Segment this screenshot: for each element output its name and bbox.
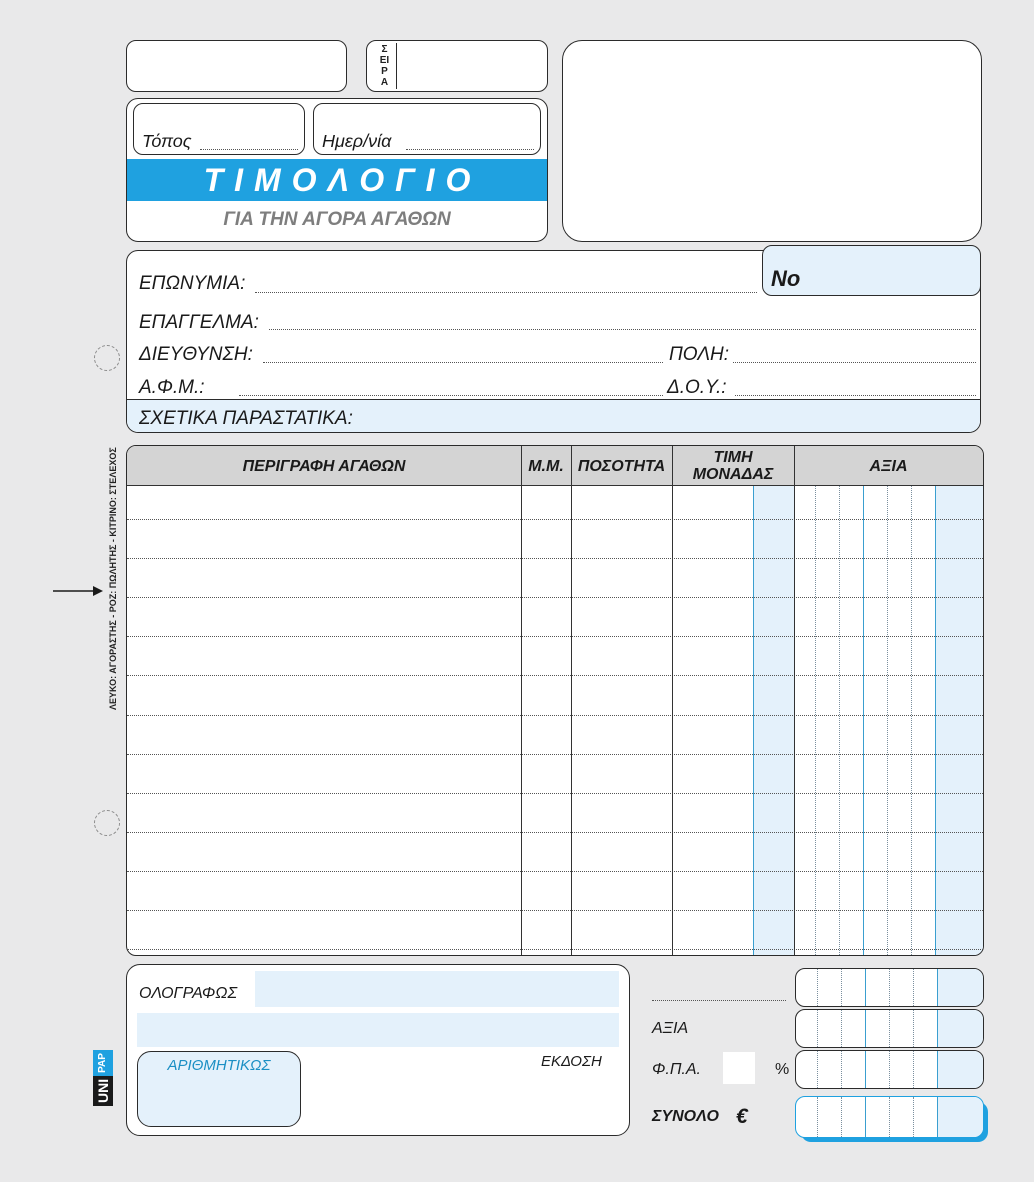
decimal-shade: [937, 1097, 983, 1137]
topos-dots: [200, 149, 298, 150]
totals-extra-line[interactable]: [652, 1000, 786, 1001]
digit-guide: [841, 969, 842, 1006]
col-header-unit: Μ.Μ.: [528, 457, 564, 475]
invoice-title: ΤΙΜΟΛΟΓΙΟ: [203, 161, 482, 198]
digit-guide: [839, 486, 840, 955]
synolo-label: ΣΥΝΟΛΟ: [652, 1108, 719, 1125]
col-divider-2: [571, 446, 572, 955]
table-row-line[interactable]: [127, 910, 983, 911]
col-divider-1: [521, 446, 522, 955]
col-header-unit-price: [672, 446, 794, 486]
digit-guide: [841, 1051, 842, 1088]
arithmitikos-box[interactable]: [137, 1051, 301, 1127]
table-row-line[interactable]: [127, 832, 983, 833]
decimal-divider: [937, 969, 938, 1006]
fpa-rate-box[interactable]: [723, 1052, 755, 1084]
table-rows: [127, 486, 983, 955]
poli-label: ΠΟΛΗ:: [669, 344, 730, 365]
col-header-description: ΠΕΡΙΓΡΑΦΗ ΑΓΑΘΩΝ: [242, 457, 406, 475]
digit-guide: [817, 969, 818, 1006]
decimal-shade: [937, 1051, 983, 1088]
digit-guide: [913, 1051, 914, 1088]
doy-label: Δ.Ο.Υ.:: [667, 377, 727, 398]
date-dots: [406, 149, 534, 150]
value-decimal-divider: [935, 486, 936, 955]
decimal-divider: [937, 1051, 938, 1088]
col-header-unit-price-line2: ΜΟΝΑΔΑΣ: [692, 466, 774, 483]
digit-guide: [889, 1051, 890, 1088]
dieythynsi-label: ΔΙΕΥΘΥΝΣΗ:: [139, 344, 253, 365]
decimal-divider: [865, 969, 866, 1006]
table-row-line[interactable]: [127, 793, 983, 794]
axia-label: ΑΞΙΑ: [652, 1020, 689, 1037]
digit-guide: [841, 1010, 842, 1047]
eponymia-label: ΕΠΩΝΥΜΙΑ:: [139, 273, 246, 294]
col-divider-3: [672, 446, 673, 955]
olografos-field[interactable]: [255, 971, 619, 1007]
table-row-line[interactable]: [127, 754, 983, 755]
price-decimal-divider: [753, 486, 754, 955]
date-box[interactable]: [313, 103, 541, 155]
table-row-line[interactable]: [127, 715, 983, 716]
decimal-divider: [865, 1097, 866, 1137]
issuer-info-box[interactable]: [562, 40, 982, 242]
decimal-divider: [937, 1010, 938, 1047]
percent-sign: %: [775, 1061, 790, 1078]
afm-field[interactable]: [239, 395, 663, 396]
topos-box[interactable]: [133, 103, 305, 155]
decimal-divider: [865, 1051, 866, 1088]
decimal-divider: [937, 1097, 938, 1137]
punch-hole-top: [94, 345, 120, 371]
amount-words-box: [126, 964, 630, 1136]
arithmitikos-label: ΑΡΙΘΜΗΤΙΚΩΣ: [167, 1057, 271, 1074]
table-row-line[interactable]: [127, 519, 983, 520]
invoice-title-block: [126, 98, 548, 242]
table-row-line[interactable]: [127, 871, 983, 872]
col-divider-4: [794, 446, 795, 955]
digit-guide: [841, 1097, 842, 1137]
arrow-icon: [53, 584, 103, 598]
epaggelma-label: ΕΠΑΓΓΕΛΜΑ:: [139, 312, 259, 333]
decimal-divider: [865, 1010, 866, 1047]
totals-extra-box[interactable]: [795, 968, 984, 1007]
fpa-total-box[interactable]: [795, 1050, 984, 1089]
digit-guide: [913, 969, 914, 1006]
table-row-line[interactable]: [127, 597, 983, 598]
items-table: [126, 445, 984, 956]
digit-guide: [887, 486, 888, 955]
related-docs-row[interactable]: [127, 399, 980, 432]
table-row-line[interactable]: [127, 558, 983, 559]
blank-box-top-left[interactable]: [126, 40, 347, 92]
ekdosi-label: ΕΚΔΟΣΗ: [541, 1053, 602, 1070]
value-divider-a: [863, 486, 864, 955]
digit-guide: [817, 1097, 818, 1137]
decimal-shade: [937, 969, 983, 1006]
punch-hole-bottom: [94, 810, 120, 836]
digit-guide: [817, 1010, 818, 1047]
digit-guide: [889, 969, 890, 1006]
invoice-subtitle: ΓΙΑ ΤΗΝ ΑΓΟΡΑ ΑΓΑΘΩΝ: [223, 209, 451, 230]
olografos-label: ΟΛΟΓΡΑΦΩΣ: [139, 985, 238, 1002]
axia-total-box[interactable]: [795, 1009, 984, 1048]
digit-guide: [815, 486, 816, 955]
seira-label-strip: [373, 43, 397, 89]
topos-label: Τόπος: [142, 131, 192, 151]
table-row-line[interactable]: [127, 949, 983, 950]
poli-field[interactable]: [733, 362, 976, 363]
digit-guide: [889, 1010, 890, 1047]
table-row-line[interactable]: [127, 636, 983, 637]
logo-pap: PAP: [93, 1050, 113, 1076]
seira-box[interactable]: [366, 40, 548, 92]
digit-guide: [911, 486, 912, 955]
col-header-value: ΑΞΙΑ: [869, 457, 908, 475]
seira-label: ΣΕΙΡΑ: [379, 44, 390, 88]
table-row-line[interactable]: [127, 675, 983, 676]
digit-guide: [913, 1010, 914, 1047]
epaggelma-field[interactable]: [269, 329, 976, 330]
invoice-number-box[interactable]: [762, 245, 981, 296]
decimal-shade: [937, 1010, 983, 1047]
title-banner: [127, 159, 547, 201]
euro-icon: €: [736, 1105, 748, 1128]
dieythynsi-field[interactable]: [263, 362, 663, 363]
fpa-label: Φ.Π.Α.: [652, 1061, 701, 1078]
doy-field[interactable]: [735, 395, 976, 396]
olografos-field-line2[interactable]: [137, 1013, 619, 1047]
digit-guide: [889, 1097, 890, 1137]
afm-label: Α.Φ.Μ.:: [139, 377, 205, 398]
date-label: Ημερ/νία: [322, 131, 392, 151]
digit-guide: [913, 1097, 914, 1137]
related-docs-label: ΣΧΕΤΙΚΑ ΠΑΡΑΣΤΑΤΙΚΑ:: [139, 408, 353, 429]
col-header-quantity: ΠΟΣΟΤΗΤΑ: [577, 457, 666, 475]
invoice-number-label: No: [771, 266, 801, 291]
digit-guide: [817, 1051, 818, 1088]
synolo-total-box[interactable]: [795, 1096, 984, 1138]
logo-uni: UNI: [93, 1076, 113, 1106]
eponymia-field[interactable]: [255, 292, 757, 293]
col-header-unit-price-line1: ΤΙΜΗ: [713, 449, 753, 466]
